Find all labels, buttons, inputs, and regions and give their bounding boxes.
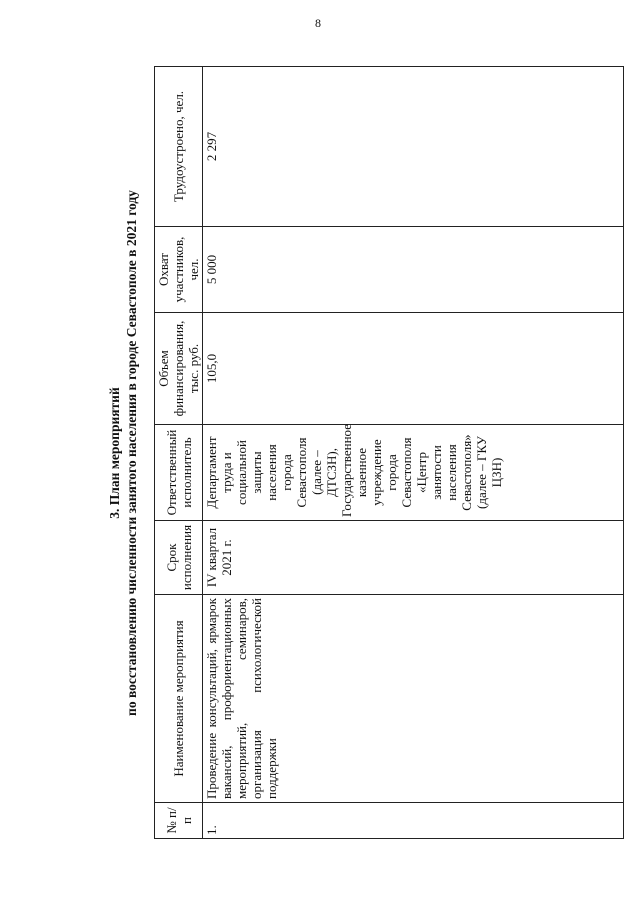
title-line-1: 3. План мероприятий	[107, 387, 122, 519]
document-title	[106, 67, 140, 839]
cell-num: 1.	[203, 803, 624, 839]
header-name: Наименование мероприятия	[155, 595, 203, 803]
events-plan-table	[154, 66, 624, 839]
cell-employed: 2 297	[203, 67, 624, 227]
table-row	[203, 67, 624, 839]
header-funding: Объем финансирования, тыс. руб.	[155, 313, 203, 425]
page-number: 8	[315, 16, 321, 30]
cell-responsible: Департамент труда и социальной защиты населения города Севастополя (далее – ДТСЗН), Государственное казенное учреждение города Севастополя «Центр занятости населения Севастополя» (далее – ГКУ ЦЗН)	[203, 425, 624, 521]
cell-coverage: 5 000	[203, 227, 624, 313]
cell-deadline: IV квартал 2021 г.	[203, 521, 624, 595]
header-deadline: Срок исполнения	[155, 521, 203, 595]
title-line-2: по восстановлению численности занятого населения в городе Севастополе в 2021 году	[124, 190, 139, 716]
rotated-content	[106, 67, 626, 839]
table-header-row	[155, 67, 203, 839]
header-responsible: Ответственный исполнитель	[155, 425, 203, 521]
cell-funding: 105,0	[203, 313, 624, 425]
header-coverage: Охват участников, чел.	[155, 227, 203, 313]
header-num: № п/п	[155, 803, 203, 839]
header-employed: Трудоустроено, чел.	[155, 67, 203, 227]
cell-name: Проведение консультаций, ярмарок вакансий, профориентационных мероприятий, семинаров, организация психологической поддержки	[203, 595, 624, 803]
